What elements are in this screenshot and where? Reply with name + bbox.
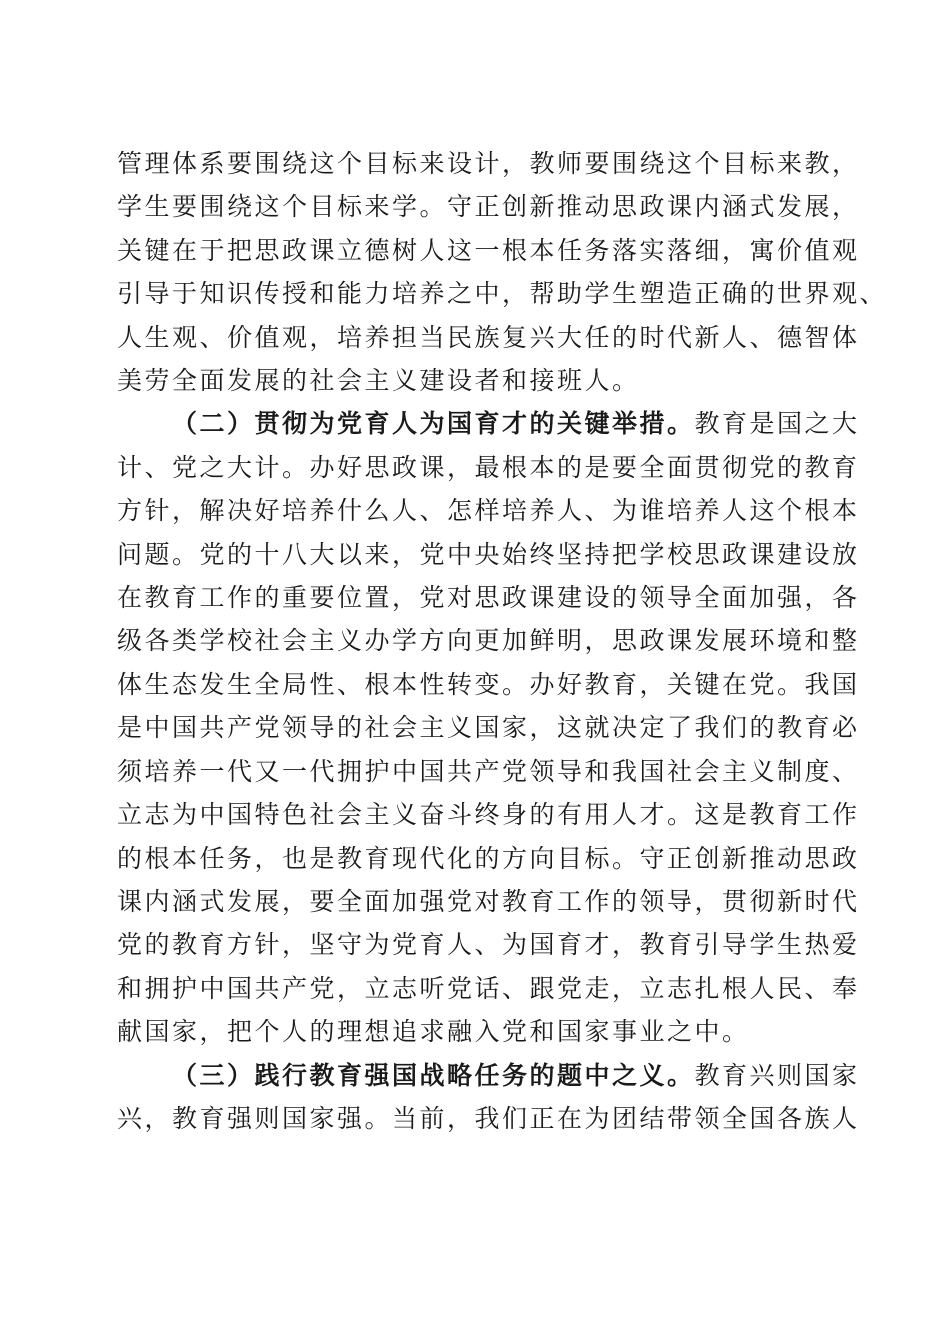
text-line: 问题。党的十八大以来，党中央始终坚持把学校思政课建设放: [117, 539, 860, 569]
paragraph-3: [117, 1054, 860, 1141]
paragraph-first-line: [117, 402, 860, 445]
text-line: 管理体系要围绕这个目标来设计，教师要围绕这个目标来教，: [117, 149, 860, 178]
text-line: 和拥护中国共产党，立志听党话、跟党走，立志扎根人民、奉: [117, 973, 860, 1003]
text-line: 献国家，把个人的理想追求融入党和国家事业之中。: [117, 1017, 750, 1047]
paragraph-first-line: [117, 1054, 860, 1097]
text-line: 关键在于把思政课立德树人这一根本任务落实落细，寓价值观: [117, 235, 860, 265]
text-line: 的根本任务，也是教育现代化的方向目标。守正创新推动思政: [117, 843, 860, 873]
text-line: 党的教育方针，坚守为党育人、为国育才，教育引导学生热爱: [117, 930, 860, 960]
paragraph-2: [117, 402, 860, 1053]
text-line: 方针，解决好培养什么人、怎样培养人、为谁培养人这个根本: [117, 496, 860, 526]
text-line: 兴，教育强则国家强。当前，我们正在为团结带领全国各族人: [117, 1103, 860, 1133]
paragraph-1: [117, 142, 888, 402]
text-line: 级各类学校社会主义办学方向更加鲜明，思政课发展环境和整: [117, 626, 860, 656]
document-page: [117, 142, 888, 1140]
text-line: 是中国共产党领导的社会主义国家，这就决定了我们的教育必: [117, 713, 860, 743]
text-line: 人生观、价值观，培养担当民族复兴大任的时代新人、德智体: [117, 322, 860, 352]
text-run: 教育是国之大: [694, 409, 860, 439]
text-line: 在教育工作的重要位置，党对思政课建设的领导全面加强，各: [117, 583, 860, 613]
text-line: 引导于知识传授和能力培养之中，帮助学生塑造正确的世界观、: [117, 279, 888, 309]
text-line: 计、党之大计。办好思政课，最根本的是要全面贯彻党的教育: [117, 452, 860, 482]
text-line: 课内涵式发展，要全面加强党对教育工作的领导，贯彻新时代: [117, 886, 860, 916]
text-run: 教育兴则国家: [694, 1060, 860, 1090]
section-heading: （二）贯彻为党育人为国育才的关键举措。: [172, 409, 695, 439]
text-line: 立志为中国特色社会主义奋斗终身的有用人才。这是教育工作: [117, 800, 860, 830]
text-line: 体生态发生全局性、根本性转变。办好教育，关键在党。我国: [117, 669, 860, 699]
text-line: 美劳全面发展的社会主义建设者和接班人。: [117, 366, 640, 396]
text-line: 学生要围绕这个目标来学。守正创新推动思政课内涵式发展，: [117, 192, 860, 222]
section-heading: （三）践行教育强国战略任务的题中之义。: [172, 1060, 695, 1090]
text-line: 须培养一代又一代拥护中国共产党领导和我国社会主义制度、: [117, 756, 860, 786]
